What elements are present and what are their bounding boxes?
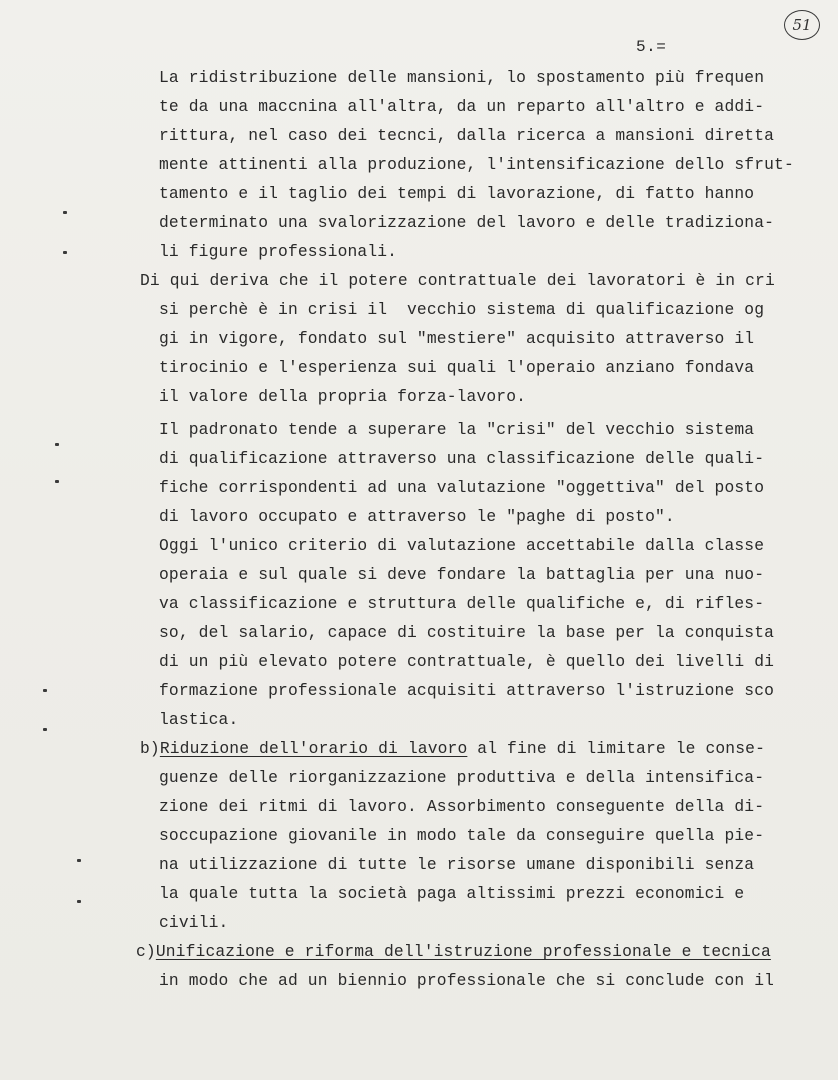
text-line: di lavoro occupato e attraverso le "paghe di posto". [159, 507, 675, 526]
text-line: determinato una svalorizzazione del lavoro e delle tradiziona- [159, 213, 775, 232]
text-line: Oggi l'unico criterio di valutazione accettabile dalla classe [159, 536, 765, 555]
text-line: lastica. [159, 710, 239, 729]
item-b-heading: Riduzione dell'orario di lavoro [159, 739, 468, 758]
margin-mark [77, 900, 81, 903]
margin-mark [55, 480, 59, 483]
text-line: la quale tutta la società paga altissimi prezzi economici e [159, 884, 745, 903]
margin-mark [43, 689, 47, 692]
item-c-label: c) [136, 942, 156, 961]
text-line: gi in vigore, fondato sul "mestiere" acquisito attraverso il [159, 329, 755, 348]
list-item-c [136, 941, 771, 963]
text-line: mente attinenti alla produzione, l'intensificazione dello sfrut- [159, 155, 794, 174]
text-line: guenze delle riorganizzazione produttiva e della intensifica- [159, 768, 765, 787]
text-line: va classificazione e struttura delle qualifiche e, di rifles- [159, 594, 765, 613]
text-line: La ridistribuzione delle mansioni, lo spostamento più frequen [159, 68, 765, 87]
text-line: di un più elevato potere contrattuale, è quello dei livelli di [159, 652, 775, 671]
margin-mark [77, 859, 81, 862]
text-line: so, del salario, capace di costituire la base per la conquista [159, 623, 775, 642]
text-line: di qualificazione attraverso una classificazione delle quali- [159, 449, 765, 468]
margin-mark [63, 251, 67, 254]
text-line: il valore della propria forza-lavoro. [159, 387, 527, 406]
text-line: zione dei ritmi di lavoro. Assorbimento conseguente della di- [159, 797, 765, 816]
margin-mark [43, 728, 47, 731]
page-stamp: 51 [784, 10, 820, 40]
list-item-b [140, 738, 765, 760]
text-line: civili. [159, 913, 229, 932]
page-number: 5.= [636, 38, 667, 56]
item-c-heading: Unificazione e riforma dell'istruzione professionale e tecnica [155, 942, 771, 961]
text-line: li figure professionali. [159, 242, 398, 261]
text-line: na utilizzazione di tutte le risorse umane disponibili senza [159, 855, 755, 874]
item-b-label: b) [140, 739, 160, 758]
item-b-text: al fine di limitare le conse- [467, 739, 765, 758]
text-line: te da una maccnina all'altra, da un reparto all'altro e addi- [159, 97, 765, 116]
text-line: rittura, nel caso dei tecnci, dalla ricerca a mansioni diretta [159, 126, 775, 145]
text-line: tirocinio e l'esperienza sui quali l'operaio anziano fondava [159, 358, 755, 377]
margin-mark [63, 211, 67, 214]
text-line: formazione professionale acquisiti attraverso l'istruzione sco [159, 681, 775, 700]
text-line: fiche corrispondenti ad una valutazione "oggettiva" del posto [159, 478, 765, 497]
margin-mark [55, 443, 59, 446]
text-line: in modo che ad un biennio professionale che si conclude con il [159, 971, 775, 990]
text-line: soccupazione giovanile in modo tale da conseguire quella pie- [159, 826, 765, 845]
text-line: operaia e sul quale si deve fondare la battaglia per una nuo- [159, 565, 765, 584]
text-line: Il padronato tende a superare la "crisi" del vecchio sistema [159, 420, 755, 439]
text-line: tamento e il taglio dei tempi di lavorazione, di fatto hanno [159, 184, 755, 203]
text-line: Di qui deriva che il potere contrattuale dei lavoratori è in cri [140, 271, 775, 290]
text-line: si perchè è in crisi il vecchio sistema di qualificazione og [159, 300, 765, 319]
